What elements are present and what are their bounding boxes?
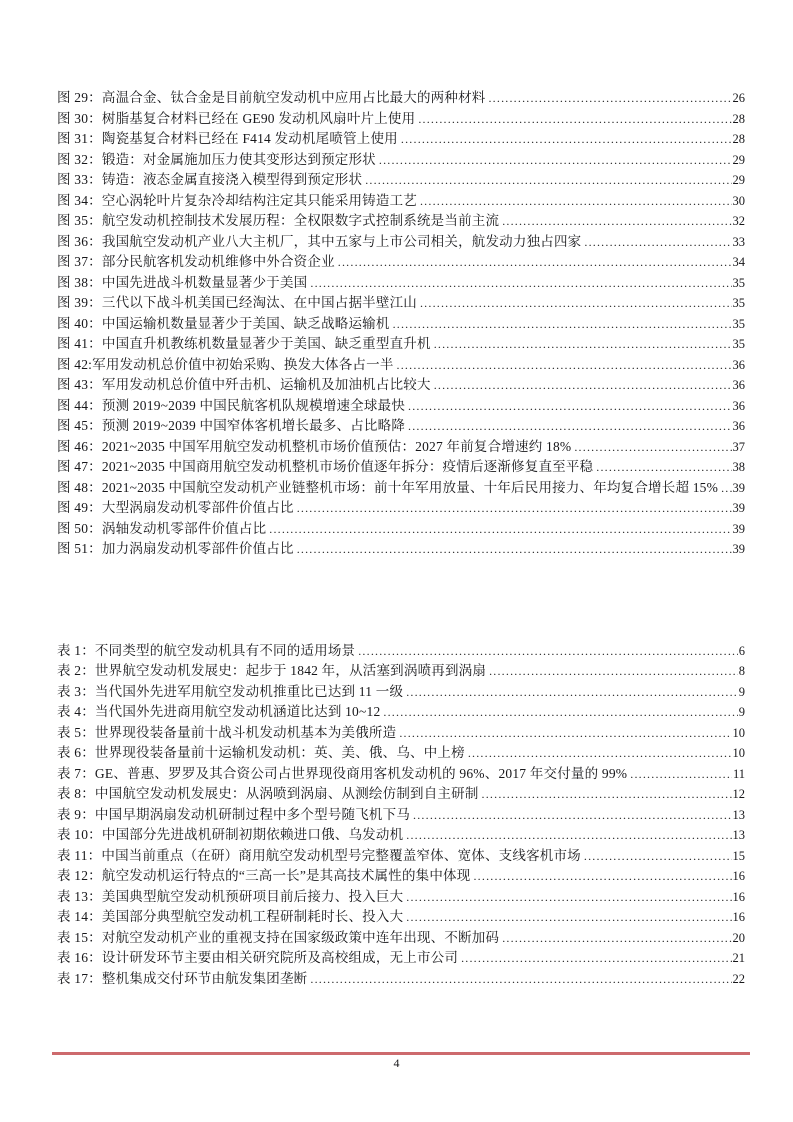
- toc-entry[interactable]: [57, 170, 745, 191]
- dot-leader: [408, 396, 731, 417]
- dot-leader: [379, 150, 732, 171]
- entry-page-number: 29: [732, 173, 745, 187]
- entry-label: 图 30：树脂基复合材料已经在 GE90 发动机风扇叶片上使用: [57, 110, 416, 126]
- toc-entry[interactable]: [57, 969, 745, 990]
- dot-leader: [397, 355, 732, 376]
- dot-leader: [721, 478, 731, 499]
- entry-label: 图 41：中国直升机教练机数量显著少于美国、缺乏重型直升机: [57, 336, 431, 351]
- dot-leader: [482, 784, 732, 805]
- dot-leader: [413, 805, 731, 826]
- entry-label: 表 4：当代国外先进商用航空发动机涵道比达到 10~12: [57, 704, 381, 719]
- entry-page-number: 26: [732, 91, 745, 105]
- toc-entry[interactable]: [57, 396, 745, 417]
- dot-leader: [502, 211, 731, 232]
- entry-label: 图 49：大型涡扇发动机零部件价值占比: [57, 500, 294, 515]
- entry-label: 表 15：对航空发动机产业的重视支持在国家级政策中连年出现、不断加码: [57, 929, 500, 945]
- entry-page-number: 29: [732, 152, 745, 167]
- entry-page-number: 9: [738, 705, 745, 719]
- entry-label: 图 38：中国先进战斗机数量显著少于美国: [57, 274, 308, 290]
- entry-page-number: 37: [732, 439, 745, 454]
- entry-page-number: 15: [732, 848, 745, 863]
- entry-label: 表 10：中国部分先进战机研制初期依赖进口俄、乌发动机: [57, 827, 404, 842]
- page-number: 4: [393, 1056, 400, 1070]
- toc-entry[interactable]: [57, 252, 745, 273]
- entry-label: 表 16：设计研发环节主要由相关研究院所及高校组成，无上市公司: [57, 950, 459, 965]
- entry-label: 表 3：当代国外先进军用航空发动机推重比已达到 11 一级: [57, 683, 404, 699]
- toc-entry[interactable]: [57, 846, 745, 867]
- toc-entry[interactable]: [57, 498, 745, 519]
- dot-leader: [399, 723, 731, 744]
- toc-entry[interactable]: [57, 928, 745, 949]
- dot-leader: [418, 109, 731, 130]
- toc-entry[interactable]: [57, 150, 745, 171]
- dot-leader: [406, 907, 731, 928]
- entry-label: 图 51：加力涡扇发动机零部件价值占比: [57, 541, 294, 556]
- entry-label: 表 13：美国典型航空发动机预研项目前后接力、投入巨大: [57, 888, 404, 904]
- dot-leader: [383, 702, 737, 723]
- dot-leader: [310, 969, 731, 990]
- entry-label: 表 7：GE、普惠、罗罗及其合资公司占世界现役商用客机发动机的 96%、2017 年交付量的 99%: [57, 765, 628, 781]
- entry-label: 图 31：陶瓷基复合材料已经在 F414 发动机尾喷管上使用: [57, 131, 398, 146]
- entry-page-number: 39: [732, 521, 745, 536]
- dot-leader: [489, 661, 738, 682]
- dot-leader: [468, 743, 732, 764]
- entry-page-number: 35: [732, 296, 745, 310]
- toc-entry[interactable]: [57, 314, 745, 335]
- dot-leader: [406, 825, 731, 846]
- entry-label: 表 12：航空发动机运行特点的“三高一长”是其高技术属性的集中体现: [57, 868, 471, 883]
- entry-page-number: 34: [732, 255, 745, 269]
- entry-label: 图 50：涡轴发动机零部件价值占比: [57, 520, 267, 536]
- dot-leader: [365, 170, 731, 191]
- dot-leader: [269, 519, 731, 540]
- entry-page-number: 39: [732, 542, 745, 556]
- toc-entry[interactable]: [57, 416, 745, 437]
- entry-label: 图 35：航空发动机控制技术发展历程：全权限数字式控制系统是当前主流: [57, 213, 500, 228]
- toc-entry[interactable]: [57, 375, 745, 396]
- toc-entry[interactable]: [57, 866, 745, 887]
- dot-leader: [574, 437, 731, 458]
- entry-page-number: 21: [732, 951, 745, 965]
- dot-leader: [358, 641, 738, 662]
- entry-page-number: 32: [732, 214, 745, 228]
- entry-page-number: 39: [732, 501, 745, 515]
- entry-label: 表 6：世界现役装备量前十运输机发动机：英、美、俄、乌、中上榜: [57, 745, 465, 760]
- entry-page-number: 9: [738, 684, 745, 699]
- dot-leader: [297, 539, 732, 560]
- entry-page-number: 6: [738, 643, 745, 658]
- entry-label: 图 36：我国航空发动机产业八大主机厂，其中五家与上市公司相关，航发动力独占四家: [57, 233, 582, 249]
- toc-entry[interactable]: [57, 478, 745, 499]
- toc-content: [57, 0, 745, 989]
- entry-page-number: 13: [732, 807, 745, 822]
- dot-leader: [584, 232, 731, 253]
- entry-page-number: 22: [732, 971, 745, 986]
- entry-page-number: 36: [732, 378, 745, 392]
- figures-toc-list: [57, 88, 745, 560]
- toc-entry[interactable]: [57, 129, 745, 150]
- dot-leader: [434, 375, 732, 396]
- toc-entry[interactable]: [57, 784, 745, 805]
- dot-leader: [338, 252, 732, 273]
- entry-page-number: 35: [732, 316, 745, 331]
- toc-entry[interactable]: [57, 907, 745, 928]
- toc-entry[interactable]: [57, 109, 745, 130]
- toc-entry[interactable]: [57, 457, 745, 478]
- entry-label: 表 8：中国航空发动机发展史：从涡喷到涡扇、从测绘仿制到自主研制: [57, 786, 479, 801]
- entry-label: 图 39：三代以下战斗机美国已经淘汰、在中国占据半壁江山: [57, 295, 417, 310]
- toc-entry[interactable]: [57, 293, 745, 314]
- entry-page-number: 39: [732, 480, 745, 495]
- toc-entry[interactable]: [57, 948, 745, 969]
- tables-toc-list: [57, 641, 745, 990]
- entry-label: 图 33：铸造：液态金属直接浇入模型得到预定形状: [57, 172, 363, 187]
- entry-label: 表 5：世界现役装备量前十战斗机发动机基本为美俄所造: [57, 724, 397, 740]
- entry-page-number: 8: [738, 664, 745, 678]
- dot-leader: [488, 88, 731, 109]
- toc-entry[interactable]: [57, 232, 745, 253]
- dot-leader: [596, 457, 731, 478]
- dot-leader: [461, 948, 731, 969]
- entry-page-number: 35: [732, 275, 745, 290]
- entry-label: 图 45：预测 2019~2039 中国窄体客机增长最多、占比略降: [57, 418, 406, 433]
- dot-leader: [434, 334, 732, 355]
- entry-page-number: 28: [732, 111, 745, 126]
- entry-page-number: 36: [732, 398, 745, 413]
- entry-page-number: 10: [732, 725, 745, 740]
- entry-page-number: 13: [732, 828, 745, 842]
- toc-entry[interactable]: [57, 539, 745, 560]
- entry-label: 图 43：军用发动机总价值中歼击机、运输机及加油机占比较大: [57, 377, 431, 392]
- toc-entry[interactable]: [57, 805, 745, 826]
- entry-page-number: 33: [732, 234, 745, 249]
- entry-page-number: 10: [732, 746, 745, 760]
- toc-entry[interactable]: [57, 887, 745, 908]
- entry-label: 图 47：2021~2035 中国商用航空发动机整机市场价值逐年拆分：疫情后逐渐修复直至平稳: [57, 459, 594, 474]
- entry-page-number: 16: [732, 869, 745, 883]
- footer-rule: [52, 1052, 750, 1055]
- toc-entry[interactable]: [57, 743, 745, 764]
- entry-label: 图 44：预测 2019~2039 中国民航客机队规模增速全球最快: [57, 397, 406, 413]
- toc-entry[interactable]: [57, 191, 745, 212]
- entry-label: 表 17：整机集成交付环节由航发集团垄断: [57, 970, 308, 986]
- dot-leader: [473, 866, 731, 887]
- dot-leader: [420, 191, 732, 212]
- dot-leader: [310, 273, 731, 294]
- dot-leader: [401, 129, 732, 150]
- entry-label: 图 37：部分民航客机发动机维修中外合资企业: [57, 254, 335, 269]
- toc-entry[interactable]: [57, 682, 745, 703]
- toc-entry[interactable]: [57, 211, 745, 232]
- entry-page-number: 12: [732, 787, 745, 801]
- entry-page-number: 11: [732, 766, 745, 781]
- dot-leader: [406, 887, 731, 908]
- entry-label: 表 1：不同类型的航空发动机具有不同的适用场景: [57, 642, 356, 658]
- toc-entry[interactable]: [57, 702, 745, 723]
- toc-entry[interactable]: [57, 273, 745, 294]
- entry-label: 图 34：空心涡轮叶片复杂冷却结构注定其只能采用铸造工艺: [57, 192, 417, 208]
- dot-leader: [584, 846, 732, 867]
- dot-leader: [408, 416, 731, 437]
- entry-label: 图 42:军用发动机总价值中初始采购、换发大体各占一半: [57, 356, 394, 372]
- dot-leader: [393, 314, 732, 335]
- toc-entry[interactable]: [57, 88, 745, 109]
- entry-page-number: 36: [732, 419, 745, 433]
- entry-page-number: 20: [732, 930, 745, 945]
- entry-label: 图 29：高温合金、钛合金是目前航空发动机中应用占比最大的两种材料: [57, 90, 486, 105]
- toc-entry[interactable]: [57, 355, 745, 376]
- entry-label: 图 46：2021~2035 中国军用航空发动机整机市场价值预估：2027 年前复合增速约 18%: [57, 438, 572, 454]
- entry-label: 表 11：中国当前重点（在研）商用航空发动机型号完整覆盖窄体、宽体、支线客机市场: [57, 847, 581, 863]
- toc-entry[interactable]: [57, 661, 745, 682]
- entry-label: 图 40：中国运输机数量显著少于美国、缺乏战略运输机: [57, 315, 390, 331]
- toc-entry[interactable]: [57, 641, 745, 662]
- entry-label: 表 9：中国早期涡扇发动机研制过程中多个型号随飞机下马: [57, 806, 411, 822]
- entry-page-number: 35: [732, 337, 745, 351]
- toc-entry[interactable]: [57, 723, 745, 744]
- dot-leader: [406, 682, 738, 703]
- toc-entry[interactable]: [57, 764, 745, 785]
- entry-label: 图 32：锻造：对金属施加压力使其变形达到预定形状: [57, 151, 376, 167]
- toc-entry[interactable]: [57, 334, 745, 355]
- toc-entry[interactable]: [57, 519, 745, 540]
- entry-page-number: 16: [732, 910, 745, 924]
- entry-page-number: 16: [732, 889, 745, 904]
- entry-label: 表 2：世界航空发动机发展史：起步于 1842 年，从活塞到涡喷再到涡扇: [57, 663, 487, 678]
- entry-page-number: 30: [732, 193, 745, 208]
- entry-page-number: 28: [732, 132, 745, 146]
- dot-leader: [502, 928, 731, 949]
- dot-leader: [297, 498, 732, 519]
- entry-page-number: 38: [732, 460, 745, 474]
- toc-entry[interactable]: [57, 825, 745, 846]
- dot-leader: [420, 293, 732, 314]
- entry-label: 图 48：2021~2035 中国航空发动机产业链整机市场：前十年军用放量、十年后民用接力、年均复合增长超 15%: [57, 479, 719, 495]
- toc-entry[interactable]: [57, 437, 745, 458]
- dot-leader: [630, 764, 732, 785]
- entry-label: 表 14：美国部分典型航空发动机工程研制耗时长、投入大: [57, 909, 404, 924]
- entry-page-number: 36: [732, 357, 745, 372]
